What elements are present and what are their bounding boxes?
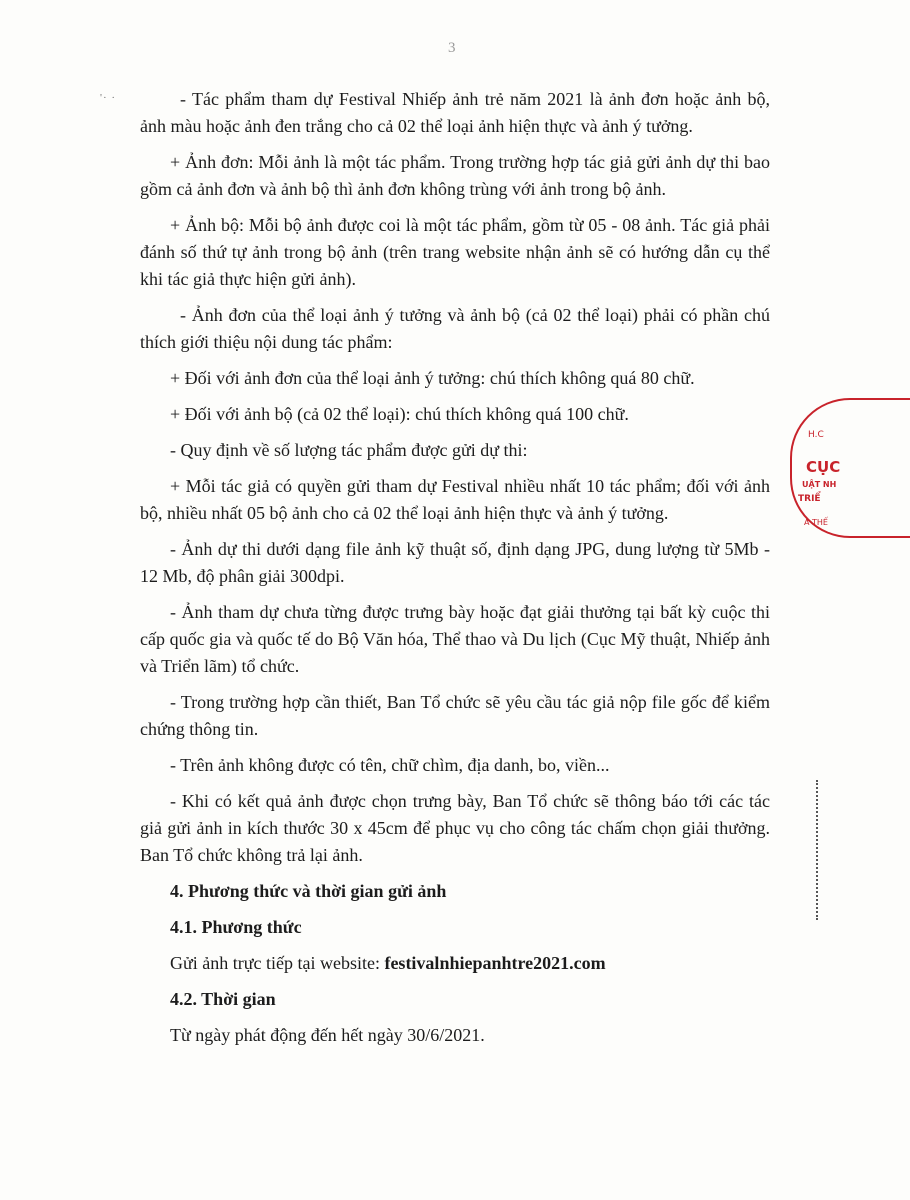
binding-edge-marks xyxy=(816,780,824,920)
document-body xyxy=(140,86,770,1058)
paragraph-caption-series: + Đối với ảnh bộ (cả 02 thể loại): chú thích không quá 100 chữ. xyxy=(170,404,629,424)
seal-text-line-4: TRIỂ xyxy=(798,494,821,504)
scan-marks: '· · xyxy=(100,92,117,104)
paragraph-file-format: - Ảnh dự thi dưới dạng file ảnh kỹ thuật số, định dạng JPG, dung lượng từ 5Mb - 12 Mb, độ phân giải 300dpi. xyxy=(140,539,770,586)
section-4-2-heading: 4.2. Thời gian xyxy=(170,989,276,1009)
paragraph-quantity-limit: + Mỗi tác giả có quyền gửi tham dự Festival nhiều nhất 10 tác phẩm; đối với ảnh bộ, nhiều nhất 05 bộ ảnh cho cả 02 thể loại ảnh hiện thực và ảnh ý tưởng. xyxy=(140,476,770,523)
submission-website-link[interactable]: festivalnhiepanhtre2021.com xyxy=(384,953,606,973)
seal-text-line-5: A THẾ xyxy=(804,518,828,527)
seal-text-line-3: UẬT NH xyxy=(802,480,837,489)
paragraph-single-photo: + Ảnh đơn: Mỗi ảnh là một tác phẩm. Trong trường hợp tác giả gửi ảnh dự thi bao gồm cả ảnh đơn và ảnh bộ thì ảnh đơn không trùng với ảnh trong bộ ảnh. xyxy=(140,152,770,199)
submission-method-text: Gửi ảnh trực tiếp tại website: xyxy=(170,953,385,973)
submission-period: Từ ngày phát động đến hết ngày 30/6/2021. xyxy=(170,1025,485,1045)
paragraph-photo-series: + Ảnh bộ: Mỗi bộ ảnh được coi là một tác phẩm, gồm từ 05 - 08 ảnh. Tác giả phải đánh số thứ tự ảnh trong bộ ảnh (trên trang website nhận ảnh sẽ có hướng dẫn cụ thể khi tác giả thực hiện gửi ảnh). xyxy=(140,215,770,289)
paragraph-originality: - Ảnh tham dự chưa từng được trưng bày hoặc đạt giải thưởng tại bất kỳ cuộc thi cấp quốc gia và quốc tế do Bộ Văn hóa, Thể thao và Du lịch (Cục Mỹ thuật, Nhiếp ảnh và Triển lãm) tổ chức. xyxy=(140,602,770,676)
paragraph-quantity-rule: - Quy định về số lượng tác phẩm được gửi dự thi: xyxy=(170,440,528,460)
paragraph-entry-types: - Tác phẩm tham dự Festival Nhiếp ảnh trẻ năm 2021 là ảnh đơn hoặc ảnh bộ, ảnh màu hoặc ảnh đen trắng cho cả 02 thể loại ảnh hiện thực và ảnh ý tưởng. xyxy=(140,89,770,136)
paragraph-caption-rule: - Ảnh đơn của thể loại ảnh ý tưởng và ảnh bộ (cả 02 thể loại) phải có phần chú thích giới thiệu nội dung tác phẩm: xyxy=(140,305,770,352)
seal-text-line-2: CỤC xyxy=(806,458,841,476)
official-seal-stamp xyxy=(784,398,844,538)
paragraph-print-notice: - Khi có kết quả ảnh được chọn trưng bày, Ban Tổ chức sẽ thông báo tới các tác giả gửi ảnh in kích thước 30 x 45cm để phục vụ cho công tác chấm chọn giải thưởng. Ban Tổ chức không trả lại ảnh. xyxy=(140,791,770,865)
paragraph-caption-single: + Đối với ảnh đơn của thể loại ảnh ý tưởng: chú thích không quá 80 chữ. xyxy=(170,368,695,388)
section-4-1-heading: 4.1. Phương thức xyxy=(170,917,302,937)
submission-method xyxy=(140,950,770,977)
section-4-heading: 4. Phương thức và thời gian gửi ảnh xyxy=(170,881,447,901)
page-number: 3 xyxy=(448,40,456,56)
paragraph-original-file: - Trong trường hợp cần thiết, Ban Tổ chức sẽ yêu cầu tác giả nộp file gốc để kiểm chứng thông tin. xyxy=(140,692,770,739)
paragraph-no-watermark: - Trên ảnh không được có tên, chữ chìm, địa danh, bo, viền... xyxy=(170,755,610,775)
seal-text-line-1: H.C xyxy=(808,430,824,440)
